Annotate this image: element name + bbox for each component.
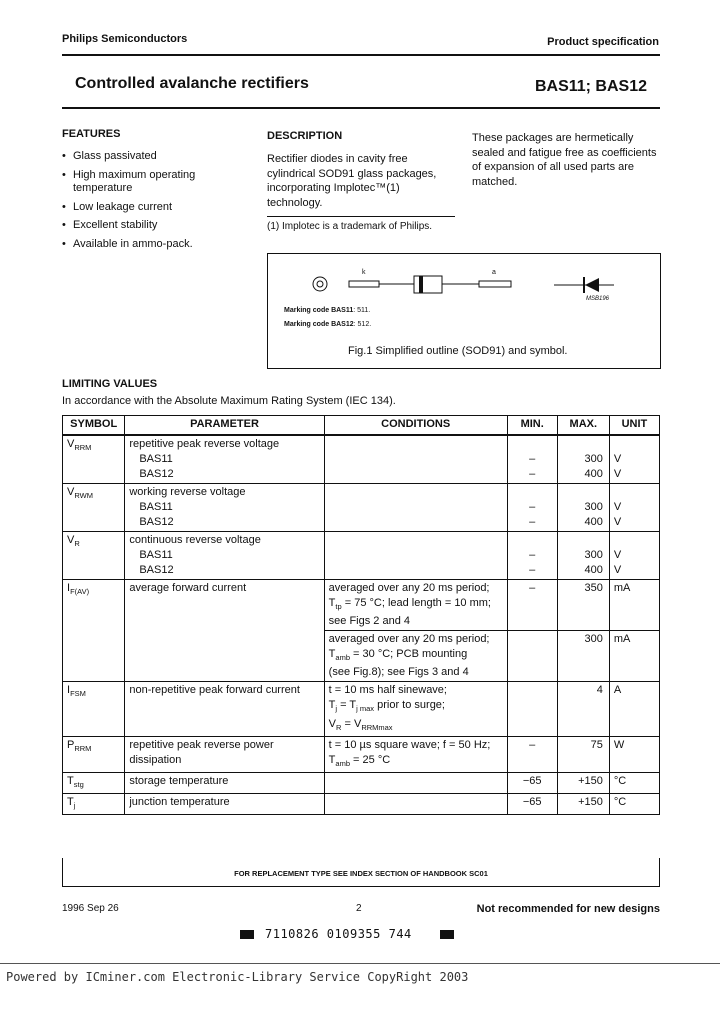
cathode-label: k [362, 269, 366, 276]
description-text: Rectifier diodes in cavity free cylindrical SOD91 glass packages, incorporating Implotec™(1) technology. [267, 153, 437, 209]
parameter-cell: repetitive peak reverse voltage BAS11 BAS12 [125, 435, 324, 484]
footnote-rule [267, 216, 455, 217]
parameter-cell: storage temperature [125, 772, 324, 793]
table-header-row [63, 416, 660, 436]
anode-lead [479, 281, 511, 287]
marking-bas11 [284, 307, 370, 314]
powered-by: Powered by ICminer.com Electronic-Library Service CopyRight 2003 [6, 970, 469, 984]
marking-bas12-label: Marking code BAS12 [284, 321, 354, 328]
description-heading: DESCRIPTION [267, 130, 343, 142]
feature-item: • Low leakage current [62, 201, 223, 215]
limiting-values-table [62, 415, 660, 815]
unit-cell: V V [609, 532, 659, 580]
marking-bas12 [284, 321, 371, 328]
table-row [63, 580, 660, 631]
unit-cell: W [609, 736, 659, 772]
replacement-box [62, 858, 660, 887]
footer-note: Not recommended for new designs [476, 903, 660, 915]
limiting-values-subheading: In accordance with the Absolute Maximum Rating System (IEC 134). [62, 395, 396, 407]
min-cell: −65 [507, 794, 557, 815]
table-row [63, 772, 660, 793]
company-name: Philips Semiconductors [62, 33, 188, 45]
marking-bas11-label: Marking code BAS11 [284, 307, 354, 314]
description-right-text: These packages are hermetically sealed and fatigue free as coefficients of expansion of all used parts are matched. [472, 132, 657, 188]
table-row [63, 435, 660, 484]
conditions-cell: averaged over any 20 ms period; $T_{tp} = 75$ °C; lead length = 10 mm; see Figs 2 and 4 [324, 580, 507, 631]
parameter-cell: continuous reverse voltage BAS11 BAS12 [125, 532, 324, 580]
symbol-cell: $T_{stg}$ [63, 772, 125, 793]
figure-caption: Fig.1 Simplified outline (SOD91) and symbol. [348, 345, 568, 357]
figure-box [267, 253, 661, 369]
cathode-lead [349, 281, 379, 287]
symbol-cell: $V_{RWM}$ [63, 484, 125, 532]
max-cell: 300 [557, 631, 609, 682]
end-view-inner-circle [317, 281, 323, 287]
symbol-cell: $T_j$ [63, 794, 125, 815]
min-cell [507, 631, 557, 682]
table-row [63, 682, 660, 736]
col-header: MAX. [557, 416, 609, 436]
part-numbers: BAS11; BAS12 [534, 78, 647, 95]
header-rule-bottom [62, 107, 660, 109]
parameter-cell: repetitive peak reverse power dissipation [125, 736, 324, 772]
parameter-cell: working reverse voltage BAS11 BAS12 [125, 484, 324, 532]
cathode-band [419, 276, 423, 293]
symbol-cell: $I_{FSM}$ [63, 682, 125, 736]
figure-code: MSB196 [586, 296, 610, 302]
feature-item: • Available in ammo-pack. [62, 238, 223, 252]
barcode-text: 7110826 0109355 744 [265, 927, 412, 941]
unit-cell: °C [609, 772, 659, 793]
marking-bas12-value: : 512. [353, 321, 372, 328]
features-list [62, 150, 223, 256]
conditions-cell [324, 532, 507, 580]
parameter-cell: junction temperature [125, 794, 324, 815]
max-cell: 300 400 [557, 435, 609, 484]
conditions-cell: t = 10 µs square wave; f = 50 Hz; $T_{amb} = 25$ °C [324, 736, 507, 772]
barcode-block-left [240, 930, 254, 939]
footer-divider [0, 963, 720, 964]
min-cell: – – [507, 532, 557, 580]
symbol-cell: $P_{RRM}$ [63, 736, 125, 772]
conditions-cell [324, 484, 507, 532]
anode-label: a [492, 269, 496, 276]
max-cell: 4 [557, 682, 609, 736]
conditions-cell: t = 10 ms half sinewave; $T_j = T_{j max}$ prior to surge; $V_R = V_{RRMmax}$ [324, 682, 507, 736]
conditions-cell [324, 435, 507, 484]
unit-cell: V V [609, 435, 659, 484]
table-row [63, 484, 660, 532]
barcode-block-right [440, 930, 454, 939]
doc-type: Product specification [547, 36, 659, 48]
min-cell: – [507, 736, 557, 772]
footer-date: 1996 Sep 26 [62, 903, 119, 914]
col-header: UNIT [609, 416, 659, 436]
marking-bas11-value: : 511. [353, 307, 371, 314]
max-cell: 350 [557, 580, 609, 631]
max-cell: +150 [557, 794, 609, 815]
unit-cell: mA [609, 580, 659, 631]
page-title: Controlled avalanche rectifiers [75, 75, 309, 92]
max-cell: 300 400 [557, 484, 609, 532]
max-cell: 75 [557, 736, 609, 772]
unit-cell: mA [609, 631, 659, 682]
glass-body [414, 276, 442, 293]
feature-item: • Glass passivated [62, 150, 223, 164]
conditions-cell: averaged over any 20 ms period; $T_{amb} = 30$ °C; PCB mounting (see Fig.8); see Figs 3 and 4 [324, 631, 507, 682]
conditions-cell [324, 772, 507, 793]
table-row [63, 532, 660, 580]
parameter-cell: non-repetitive peak forward current [125, 682, 324, 736]
symbol-cell: $V_{RRM}$ [63, 435, 125, 484]
description-footnote: (1) Implotec is a trademark of Philips. [267, 221, 433, 232]
replacement-notice: FOR REPLACEMENT TYPE SEE INDEX SECTION OF HANDBOOK SC01 [234, 869, 488, 878]
col-header: PARAMETER [125, 416, 324, 436]
end-view-outer-circle [313, 277, 327, 291]
symbol-cell: $I_{F(AV)}$ [63, 580, 125, 682]
features-heading: FEATURES [62, 128, 121, 140]
limiting-values-heading: LIMITING VALUES [62, 378, 158, 390]
feature-item: • High maximum operating temperature [62, 169, 223, 196]
table-row [63, 736, 660, 772]
feature-item: • Excellent stability [62, 219, 223, 233]
min-cell: – – [507, 484, 557, 532]
min-cell: – – [507, 435, 557, 484]
col-header: MIN. [507, 416, 557, 436]
unit-cell: A [609, 682, 659, 736]
max-cell: +150 [557, 772, 609, 793]
col-header: CONDITIONS [324, 416, 507, 436]
max-cell: 300 400 [557, 532, 609, 580]
unit-cell: °C [609, 794, 659, 815]
unit-cell: V V [609, 484, 659, 532]
col-header: SYMBOL [63, 416, 125, 436]
parameter-cell: average forward current [125, 580, 324, 682]
symbol-cell: $V_R$ [63, 532, 125, 580]
min-cell: −65 [507, 772, 557, 793]
table-row [63, 794, 660, 815]
min-cell [507, 682, 557, 736]
diode-triangle [585, 278, 599, 292]
header-rule-top [62, 54, 660, 56]
conditions-cell [324, 794, 507, 815]
page-number: 2 [356, 903, 362, 914]
min-cell: – [507, 580, 557, 631]
